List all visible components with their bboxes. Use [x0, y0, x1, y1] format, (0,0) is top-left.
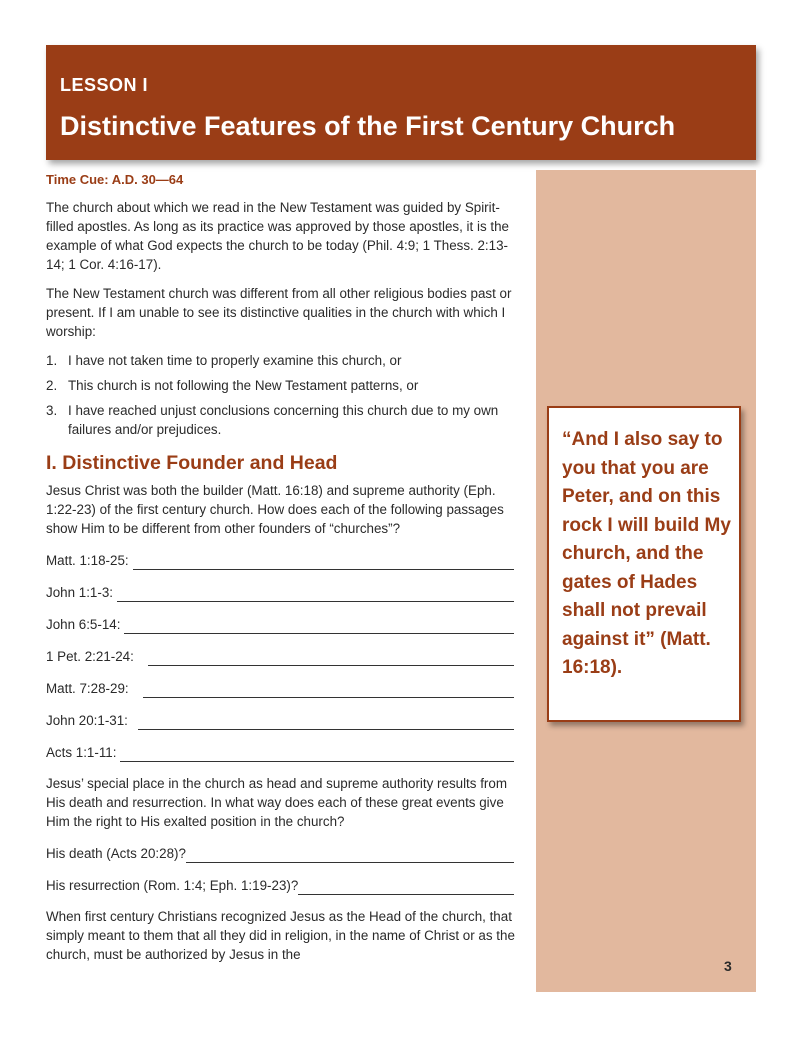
answer-line	[46, 831, 524, 863]
section-paragraph-3: When first century Christians recognized Jesus as the Head of the church, that simply meant to them that all they did in religion, in the name of Christ or as the church, must be authorized by Jesus in the	[46, 909, 515, 962]
passage-label: Acts 1:1-11:	[46, 745, 117, 760]
passage-label: John 20:1-31:	[46, 713, 128, 728]
answer-blank[interactable]	[138, 715, 514, 730]
list-item-text: This church is not following the New Testament patterns, or	[68, 378, 419, 393]
page-number: 3	[724, 958, 732, 974]
list-item-text: I have not taken time to properly examine this church, or	[68, 353, 402, 368]
passage-label: Matt. 7:28-29:	[46, 681, 129, 696]
answer-blank[interactable]	[148, 651, 514, 666]
answer-blank[interactable]	[298, 880, 514, 895]
list-item	[46, 401, 524, 439]
passage-label: John 6:5-14:	[46, 617, 121, 632]
quote-callout	[547, 406, 741, 722]
answer-blank[interactable]	[133, 555, 514, 570]
section-intro: Jesus Christ was both the builder (Matt. 16:18) and supreme authority (Eph. 1:22-23) of the first century church. How does each of the following passages show Him to be different from other founders of “churches”?	[46, 483, 504, 536]
answer-line	[46, 570, 524, 602]
page-title: Distinctive Features of the First Century Church	[60, 111, 676, 141]
answer-line	[46, 602, 524, 634]
answer-blank[interactable]	[143, 683, 514, 698]
reasons-list	[46, 351, 524, 439]
answer-blank[interactable]	[186, 848, 514, 863]
quote-text: “And I also say to you that you are Peter, and on this rock I will build My church, and the gates of Hades shall not prevail against it” (Matt. 16:18).	[562, 429, 731, 678]
answer-blank[interactable]	[120, 747, 514, 762]
list-number: 1.	[46, 353, 58, 368]
list-item-text: I have reached unjust conclusions concerning this church due to my own failures and/or prejudices.	[68, 403, 499, 437]
answer-blank[interactable]	[124, 619, 514, 634]
answer-line	[46, 666, 524, 698]
answer-line	[46, 730, 524, 762]
answer-blank[interactable]	[117, 587, 514, 602]
lesson-banner	[46, 45, 756, 160]
passage-label: 1 Pet. 2:21-24:	[46, 649, 134, 664]
main-content	[46, 170, 524, 964]
passage-label: John 1:1-3:	[46, 585, 113, 600]
event-label: His resurrection (Rom. 1:4; Eph. 1:19-23)?	[46, 878, 299, 893]
answer-line	[46, 634, 524, 666]
list-item	[46, 351, 524, 370]
list-number: 3.	[46, 403, 58, 418]
answer-line	[46, 538, 524, 570]
section-heading: I. Distinctive Founder and Head	[46, 452, 338, 474]
lesson-label: LESSON I	[60, 75, 149, 95]
time-cue: Time Cue: A.D. 30—64	[46, 172, 184, 187]
list-number: 2.	[46, 378, 58, 393]
intro-paragraph-1: The church about which we read in the New Testament was guided by Spirit-filled apostles. As long as its practice was approved by those apostles, it is the example of what God expects the church to be today (Phil. 4:9; 1 Thess. 2:13-14; 1 Cor. 4:16-17).	[46, 200, 509, 272]
section-paragraph-2: Jesus’ special place in the church as head and supreme authority results from His death and resurrection. In what way does each of these great events give Him the right to His exalted position in the church?	[46, 776, 507, 829]
answer-line	[46, 863, 524, 895]
intro-paragraph-2: The New Testament church was different from all other religious bodies past or present. If I am unable to see its distinctive qualities in the church with which I worship:	[46, 286, 512, 339]
list-item	[46, 376, 524, 395]
passage-label: Matt. 1:18-25:	[46, 553, 129, 568]
answer-line	[46, 698, 524, 730]
event-label: His death (Acts 20:28)?	[46, 846, 186, 861]
